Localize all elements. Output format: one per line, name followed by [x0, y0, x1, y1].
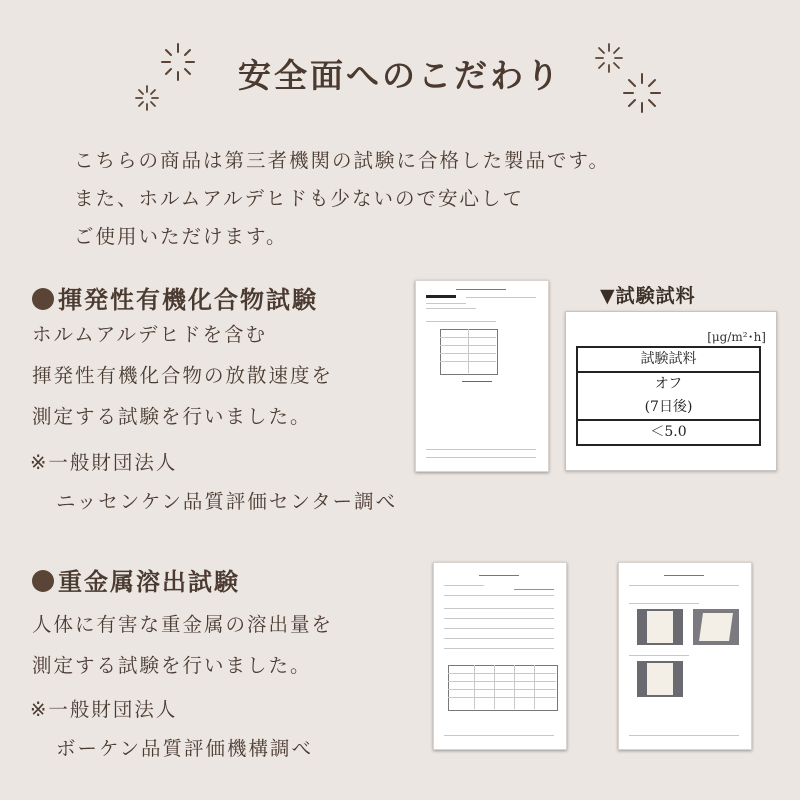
metal-certificate-image — [433, 562, 567, 750]
sample-photo — [637, 661, 683, 697]
bullet-icon — [32, 288, 54, 310]
voc-heading-text: 揮発性有機化合物試験 — [58, 286, 318, 314]
metal-note-line: ボーケン品質評価機構調べ — [56, 737, 314, 760]
voc-heading — [32, 280, 318, 315]
voc-result-table — [576, 346, 761, 446]
voc-description — [32, 314, 333, 437]
bullet-icon — [32, 570, 54, 592]
metal-desc-line: 測定する試験を行いました。 — [32, 654, 312, 677]
intro-line: また、ホルムアルデヒドも少ないので安心して — [74, 187, 524, 210]
intro-text — [74, 142, 610, 256]
metal-desc-line: 人体に有害な重金属の溶出量を — [32, 613, 334, 636]
table-header: 試験試料 — [578, 348, 759, 373]
sample-label: ▼試験試料 — [600, 285, 696, 307]
voc-desc-line: ホルムアルデヒドを含む — [32, 323, 267, 346]
voc-note — [30, 443, 397, 521]
metal-note — [30, 690, 313, 768]
metal-note-line: ※一般財団法人 — [30, 698, 178, 721]
page-title: 安全面へのこだわり — [238, 56, 562, 95]
table-cell: (7日後) — [578, 396, 759, 421]
sample-photo — [693, 609, 739, 645]
voc-desc-line: 測定する試験を行いました。 — [32, 405, 312, 428]
voc-certificate-image — [415, 280, 549, 472]
intro-line: こちらの商品は第三者機関の試験に合格した製品です。 — [74, 149, 610, 172]
voc-result-card — [565, 311, 777, 471]
intro-line: ご使用いただけます。 — [74, 225, 288, 248]
metal-heading-text: 重金属溶出試験 — [58, 568, 240, 596]
voc-desc-line: 揮発性有機化合物の放散速度を — [32, 364, 334, 387]
metal-heading — [32, 562, 240, 597]
unit-label: [μg/m²･h] — [707, 330, 766, 344]
metal-photo-report-image — [618, 562, 752, 750]
voc-note-line: ※一般財団法人 — [30, 451, 178, 474]
table-cell: オフ — [654, 376, 683, 392]
metal-description — [32, 604, 333, 686]
sample-photo — [637, 609, 683, 645]
voc-note-line: ニッセンケン品質評価センター調べ — [56, 490, 398, 513]
table-cell: ＜5.0 — [578, 421, 759, 446]
